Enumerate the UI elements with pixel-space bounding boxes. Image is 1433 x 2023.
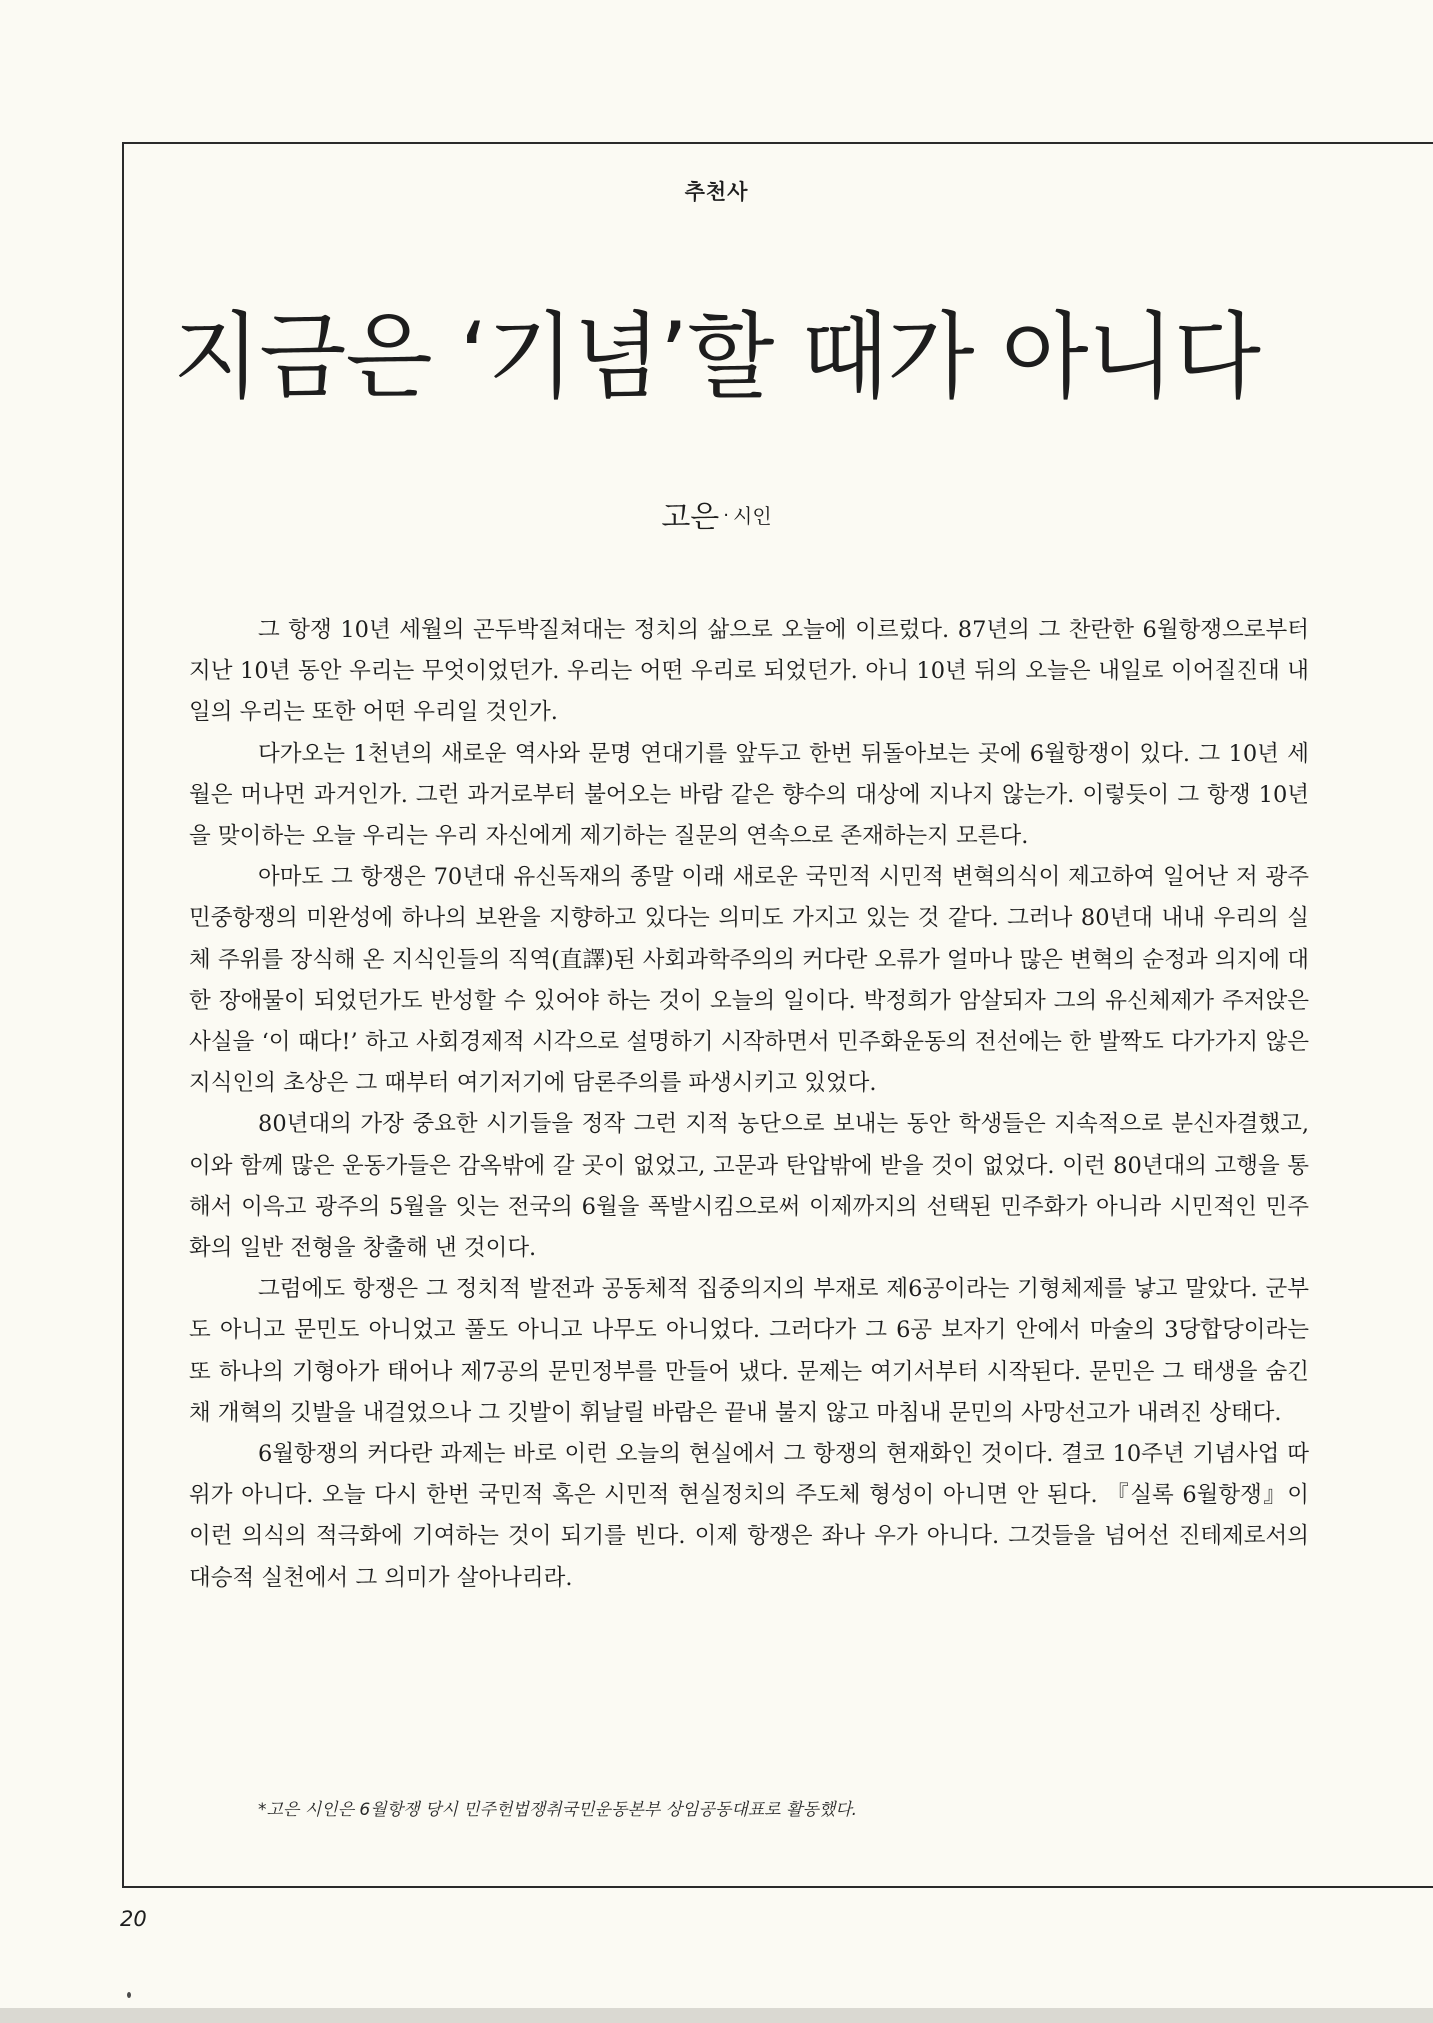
author-name: 고은	[661, 500, 720, 535]
page-number: 20	[120, 1907, 147, 1931]
byline	[0, 492, 1433, 536]
byline-separator: ·	[723, 505, 730, 526]
paragraph-4: 80년대의 가장 중요한 시기들을 정작 그런 지적 농단으로 보내는 동안 학생들은 지속적으로 분신자결했고, 이와 함께 많은 운동가들은 감옥밖에 갈 곳이 없었고, 고문과 탄압밖에 받을 것이 없었다. 이런 80년대의 고행을 통해서 이윽고 광주의 5월을 잇는 전국의 6월을 폭발시킴으로써 이제까지의 선택된 민주화가 아니라 시민적인 민주화의 일반 전형을 창출해 낸 것이다.	[189, 1111, 1309, 1262]
author-footnote: *고은 시인은 6월항쟁 당시 민주헌법쟁취국민운동본부 상임공동대표로 활동했다.	[258, 1800, 858, 1820]
scan-bottom-edge	[0, 2008, 1433, 2023]
paragraph-5: 그럼에도 항쟁은 그 정치적 발전과 공동체적 집중의지의 부재로 제6공이라는 기형체제를 낳고 말았다. 군부도 아니고 문민도 아니었고 풀도 아니고 나무도 아니었다. 그러다가 그 6공 보자기 안에서 마술의 3당합당이라는 또 하나의 기형아가 태어나 제7공의 문민정부를 만들어 냈다. 문제는 여기서부터 시작된다. 문민은 그 태생을 숨긴 채 개혁의 깃발을 내걸었으나 그 깃발이 휘날릴 바람은 끝내 불지 않고 마침내 문민의 사망선고가 내려진 상태다.	[189, 1276, 1309, 1426]
paragraph-1: 그 항쟁 10년 세월의 곤두박질쳐대는 정치의 삶으로 오늘에 이르렀다. 87년의 그 찬란한 6월항쟁으로부터 지난 10년 동안 우리는 무엇이었던가. 우리는 어떤 우리로 되었던가. 아니 10년 뒤의 오늘은 내일로 이어질진대 내일의 우리는 또한 어떤 우리일 것인가.	[189, 617, 1309, 726]
paragraph-6: 6월항쟁의 커다란 과제는 바로 이런 오늘의 현실에서 그 항쟁의 현재화인 것이다. 결코 10주년 기념사업 따위가 아니다. 오늘 다시 한번 국민적 혹은 시민적 현실정치의 주도체 형성이 아니면 안 된다. 『실록 6월항쟁』이 이런 의식의 적극화에 기여하는 것이 되기를 빈다. 이제 항쟁은 좌나 우가 아니다. 그것들을 넘어선 진테제로서의 대승적 실천에서 그 의미가 살아나리라.	[189, 1441, 1309, 1591]
scan-speck	[127, 1992, 131, 1998]
paragraph-2: 다가오는 1천년의 새로운 역사와 문명 연대기를 앞두고 한번 뒤돌아보는 곳에 6월항쟁이 있다. 그 10년 세월은 머나먼 과거인가. 그런 과거로부터 불어오는 바람 같은 향수의 대상에 지나지 않는가. 이렇듯이 그 항쟁 10년을 맞이하는 오늘 우리는 우리 자신에게 제기하는 질문의 연속으로 존재하는지 모른다.	[189, 740, 1309, 850]
article-body	[189, 610, 1309, 1599]
author-role: 시인	[733, 504, 772, 528]
section-label: 추천사	[684, 180, 749, 204]
paragraph-3: 아마도 그 항쟁은 70년대 유신독재의 종말 이래 새로운 국민적 시민적 변혁의식이 제고하여 일어난 저 광주민중항쟁의 미완성에 하나의 보완을 지향하고 있다는 의미도 가지고 있는 것 같다. 그러나 80년대 내내 우리의 실체 주위를 장식해 온 지식인들의 직역(直譯)된 사회과학주의의 커다란 오류가 얼마나 많은 변혁의 순정과 의지에 대한 장애물이 되었던가도 반성할 수 있어야 하는 것이 오늘의 일이다. 박정희가 암살되자 그의 유신체제가 주저앉은 사실을 ‘이 때다!’ 하고 사회경제적 시각으로 설명하기 시작하면서 민주화운동의 전선에는 한 발짝도 다가가지 않은 지식인의 초상은 그 때부터 여기저기에 담론주의를 파생시키고 있었다.	[189, 864, 1309, 1097]
article-title: 지금은 ‘기념’할 때가 아니다	[173, 303, 1260, 412]
